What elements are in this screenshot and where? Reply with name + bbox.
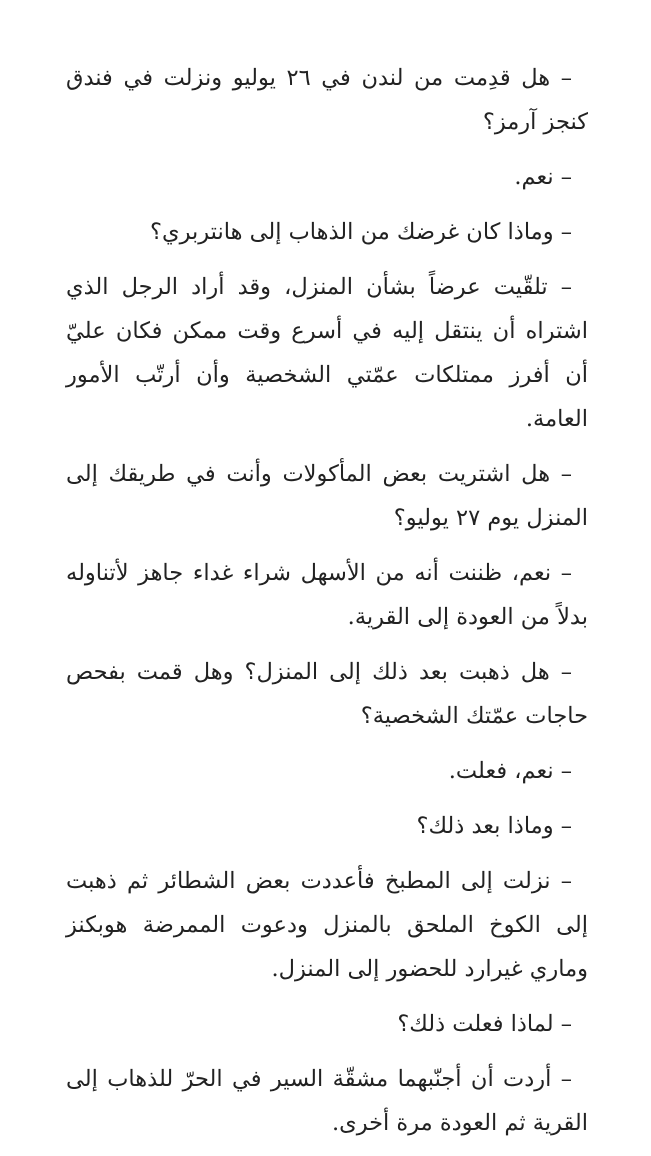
dialogue-line: – أردت أن أجنّبهما مشقّة السير في الحرّ للذهاب إلى القرية ثم العودة مرة أخرى. (66, 1066, 588, 1136)
dialogue-line: – وماذا بعد ذلك؟ (416, 813, 572, 839)
dialogue-line: – هل ذهبت بعد ذلك إلى المنزل؟ وهل قمت بفحص حاجات عمّتك الشخصية؟ (66, 659, 588, 729)
dialogue-line: – نعم. (514, 164, 572, 190)
dialogue-line: – نعم، ظننت أنه من الأسهل شراء غداء جاهز لأتناوله بدلاً من العودة إلى القرية. (66, 560, 588, 630)
dialogue-line: – وماذا كان غرضك من الذهاب إلى هانتربري؟ (150, 219, 572, 245)
book-page (66, 56, 588, 1156)
dialogue-line: – نزلت إلى المطبخ فأعددت بعض الشطائر ثم ذهبت إلى الكوخ الملحق بالمنزل ودعوت الممرضة هوبكنز وماري غيرارد للحضور إلى المنزل. (66, 868, 588, 982)
dialogue-line: – نعم، فعلت. (448, 758, 572, 784)
dialogue-line: – هل قدِمت من لندن في ٢٦ يوليو ونزلت في فندق كنجز آرمز؟ (66, 65, 588, 135)
dialogue-line: – هل اشتريت بعض المأكولات وأنت في طريقك إلى المنزل يوم ٢٧ يوليو؟ (66, 461, 588, 531)
dialogue-line: – لماذا فعلت ذلك؟ (397, 1011, 572, 1037)
dialogue-line: – تلقّيت عرضاً بشأن المنزل، وقد أراد الرجل الذي اشتراه أن ينتقل إليه في أسرع وقت ممكن فكان عليّ أن أفرز ممتلكات عمّتي الشخصية وأن أرتّب الأمور العامة. (66, 274, 588, 432)
